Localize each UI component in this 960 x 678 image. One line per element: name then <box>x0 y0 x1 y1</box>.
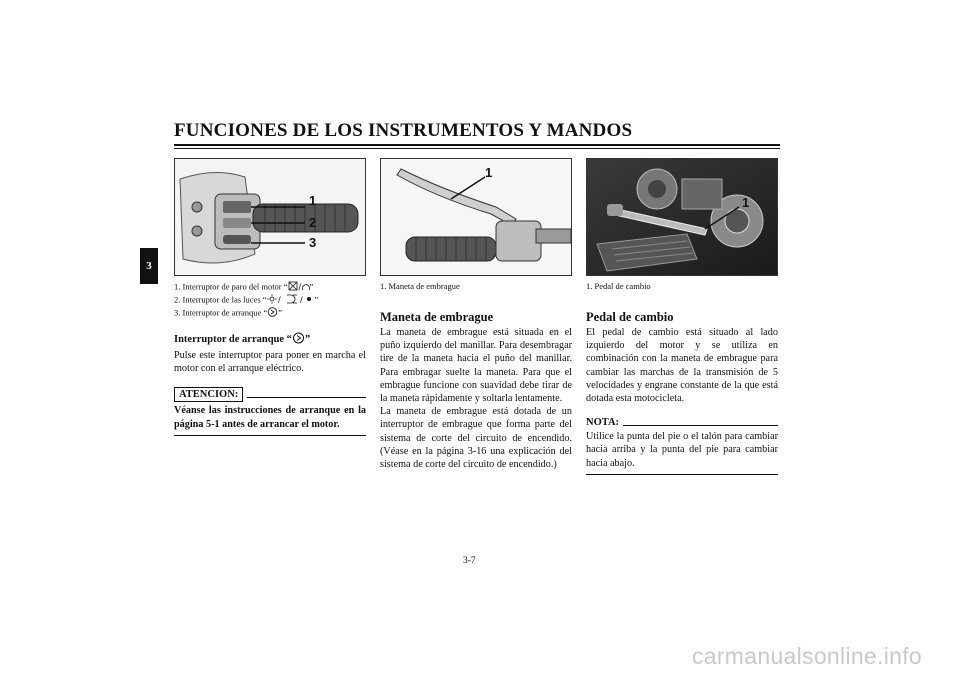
watermark: carmanualsonline.info <box>691 643 922 669</box>
shift-pedal-heading: Pedal de cambio <box>586 310 674 324</box>
clutch-lever-heading: Maneta de embrague <box>380 310 494 324</box>
shift-pedal-figure <box>586 158 778 276</box>
svg-text:/: / <box>298 282 301 291</box>
clutch-lever-figure <box>380 158 572 276</box>
figure-caption: 1. Pedal de cambio <box>586 281 651 291</box>
note-text: Utilice la punta del pie o el talón para cambiar hacia arriba y la punta del pie para cambiar hacia abajo. <box>586 431 778 469</box>
figure-caption: 1. Maneta de embrague <box>380 281 460 291</box>
callout-1: 1 <box>309 193 317 208</box>
attention-label: ATENCION: <box>174 387 243 402</box>
page-title: FUNCIONES DE LOS INSTRUMENTOS Y MANDOS <box>174 120 633 141</box>
lights-icon <box>267 294 315 307</box>
clutch-lever-text-1: La maneta de embrague está situada en el puño izquierdo del manillar. Para desembragar tire de la maneta hacia el puño del manillar. Para embragar suelte la maneta. Para que el embrague funcione con suavidad debe tirar de la maneta rápidamente y soltarla lentamente. <box>380 327 572 405</box>
note-box <box>586 417 778 475</box>
page-number: 3-7 <box>463 556 476 566</box>
caption-line-3: 3. Interruptor de arranque “ ” <box>174 307 366 320</box>
column-shift-pedal <box>586 158 778 475</box>
column-start-switch <box>174 158 366 436</box>
starter-icon <box>267 307 278 320</box>
callout-2: 2 <box>309 215 317 230</box>
shift-pedal-text: El pedal de cambio está situado al lado izquierdo del motor y se utiliza en combinación con la maneta de embrague para cambiar las marchas de la transmisión de 5 velocidades y engrane constante de la que está dotada esta motocicleta. <box>586 327 778 405</box>
header-rule-thin <box>174 148 780 149</box>
section-tab: 3 <box>140 248 158 284</box>
figure-caption <box>174 281 366 320</box>
handlebar-switch-figure <box>174 158 366 276</box>
engine-stop-icon <box>288 281 310 294</box>
svg-text:/: / <box>277 295 281 304</box>
callout-3: 3 <box>309 235 317 250</box>
starter-icon <box>292 332 305 347</box>
attention-box <box>174 387 366 435</box>
svg-text:/: / <box>299 295 303 304</box>
clutch-lever-text-2: La maneta de embrague está dotada de un interruptor de embrague que forma parte del sistema de corte del circuito de encendido. (Véase en la página 3-16 una explicación del sistema de corte del circuito de encendido.) <box>380 406 572 471</box>
attention-rule <box>247 397 366 398</box>
page-header <box>174 120 780 142</box>
header-rule <box>174 144 780 146</box>
start-switch-heading: Interruptor de arranque “ ” <box>174 332 366 347</box>
callout-1: 1 <box>485 165 493 180</box>
start-switch-text: Pulse este interruptor para poner en marcha el motor con el arranque eléctrico. <box>174 350 366 375</box>
note-label: NOTA: <box>586 417 620 429</box>
column-clutch-lever <box>380 158 572 471</box>
callout-1: 1 <box>742 195 750 210</box>
attention-bottom-rule <box>174 435 366 436</box>
note-rule <box>623 425 778 426</box>
caption-line-1: 1. Interruptor de paro del motor “ / ” <box>174 281 366 294</box>
caption-line-2: 2. Interruptor de las luces “ / / ” <box>174 294 366 307</box>
note-bottom-rule <box>586 474 778 475</box>
attention-text: Véanse las instrucciones de arranque en la página 5-1 antes de arrancar el motor. <box>174 405 366 430</box>
